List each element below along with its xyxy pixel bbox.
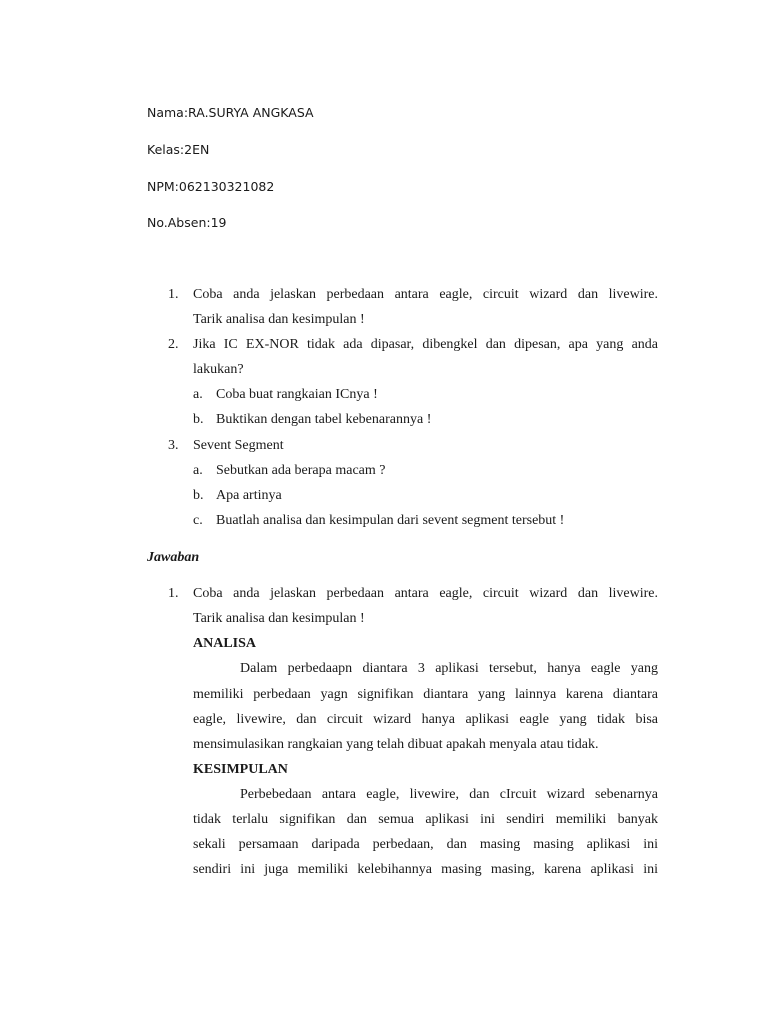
answer-1-line-1: Coba anda jelaskan perbedaan antara eagle, circuit wizard dan livewire. (193, 586, 658, 601)
question-3c-text: Buatlah analisa dan kesimpulan dari sevent segment tersebut ! (216, 513, 565, 528)
question-2-line-1: Jika IC EX-NOR tidak ada dipasar, dibengkel dan dipesan, apa yang anda (193, 337, 658, 352)
question-2-number: 2. (168, 337, 179, 352)
analisa-heading: ANALISA (193, 636, 257, 651)
answer-1-number: 1. (168, 586, 179, 601)
answer-heading: Jawaban (147, 550, 200, 565)
kesimpulan-line-3: sekali persamaan daripada perbedaan, dan masing masing aplikasi ini (193, 837, 658, 852)
question-3b-label: b. (193, 488, 204, 503)
question-2a-text: Coba buat rangkaian ICnya ! (216, 387, 378, 402)
question-2a-label: a. (193, 387, 203, 402)
kesimpulan-line-2: tidak terlalu signifikan dan semua aplikasi ini sendiri memiliki banyak (193, 812, 658, 827)
analisa-line-3: eagle, livewire, dan circuit wizard hanya aplikasi eagle yang tidak bisa (193, 712, 658, 727)
answer-1-line-2: Tarik analisa dan kesimpulan ! (193, 611, 365, 626)
question-1-line-1: Coba anda jelaskan perbedaan antara eagle, circuit wizard dan livewire. (193, 287, 658, 302)
student-name: Nama:RA.SURYA ANGKASA (147, 105, 314, 120)
kesimpulan-heading: KESIMPULAN (193, 762, 288, 777)
question-3-line-1: Sevent Segment (193, 438, 284, 453)
question-3b-text: Apa artinya (216, 488, 282, 503)
student-npm: NPM:062130321082 (147, 179, 275, 194)
question-3-number: 3. (168, 438, 179, 453)
kesimpulan-line-4: sendiri ini juga memiliki kelebihannya masing masing, karena aplikasi ini (193, 862, 658, 877)
question-3a-label: a. (193, 463, 203, 478)
analisa-line-2: memiliki perbedaan yagn signifikan diantara yang lainnya karena diantara (193, 687, 658, 702)
analisa-line-1: Dalam perbedaapn diantara 3 aplikasi tersebut, hanya eagle yang (240, 661, 658, 676)
kesimpulan-line-1: Perbebedaan antara eagle, livewire, dan cIrcuit wizard sebenarnya (240, 787, 658, 802)
question-1-number: 1. (168, 287, 179, 302)
question-2b-label: b. (193, 412, 204, 427)
student-absen: No.Absen:19 (147, 215, 227, 230)
question-2b-text: Buktikan dengan tabel kebenarannya ! (216, 412, 432, 427)
question-3a-text: Sebutkan ada berapa macam ? (216, 463, 386, 478)
question-1-line-2: Tarik analisa dan kesimpulan ! (193, 312, 365, 327)
student-class: Kelas:2EN (147, 142, 210, 157)
question-2-line-2: lakukan? (193, 362, 244, 377)
question-3c-label: c. (193, 513, 203, 528)
analisa-line-4: mensimulasikan rangkaian yang telah dibuat apakah menyala atau tidak. (193, 737, 599, 752)
